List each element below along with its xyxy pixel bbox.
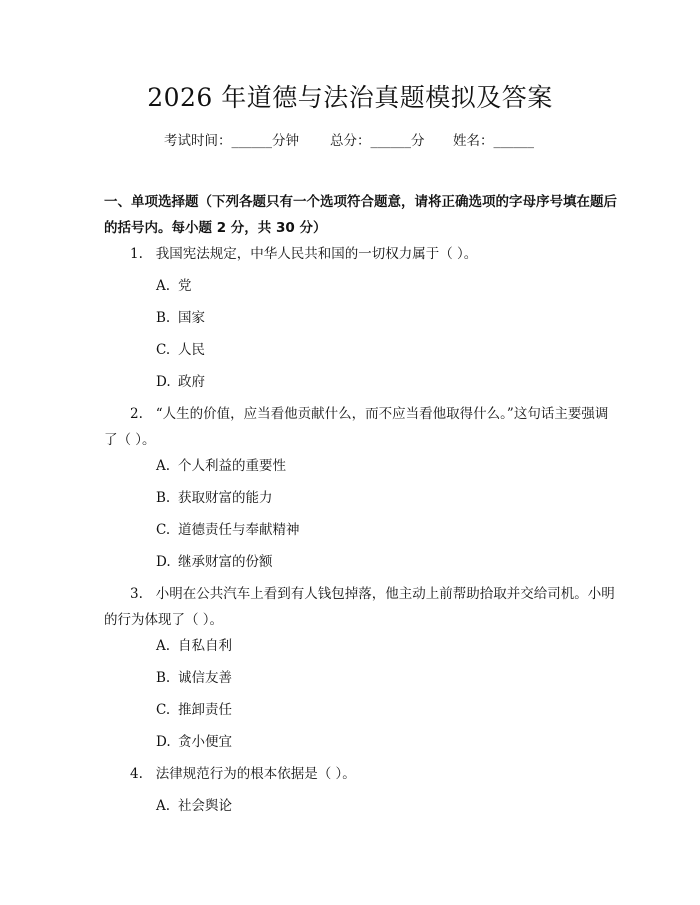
option-text: 政府 — [178, 374, 205, 390]
question-text: “人生的价值，应当看他贡献什么，而不应当看他取得什么。”这句话主要强调了（ ）。 — [104, 406, 609, 448]
option-text: 社会舆论 — [178, 798, 232, 814]
option-2c — [156, 520, 300, 540]
question-4 — [104, 761, 616, 787]
option-3c — [156, 700, 232, 720]
option-letter: A. — [156, 278, 171, 294]
question-text: 法律规范行为的根本依据是（ ）。 — [155, 766, 356, 782]
option-text: 诚信友善 — [178, 670, 232, 686]
option-text: 道德责任与奉献精神 — [178, 522, 300, 538]
question-number: 4. — [130, 766, 143, 782]
student-name-field: 姓名：______ — [453, 133, 534, 149]
option-letter: A. — [156, 798, 171, 814]
option-letter: D. — [156, 554, 171, 570]
total-score-field: 总分：______分 — [330, 133, 425, 149]
question-text: 我国宪法规定，中华人民共和国的一切权力属于（ ）。 — [155, 246, 478, 262]
option-text: 推卸责任 — [178, 702, 232, 718]
option-4a — [156, 796, 232, 816]
question-number: 2. — [130, 406, 143, 422]
option-3b — [156, 668, 232, 688]
option-letter: A. — [156, 458, 171, 474]
exam-time-field: 考试时间：______分钟 — [164, 133, 299, 149]
page-title: 2026 年道德与法治真题模拟及答案 — [147, 83, 553, 112]
option-letter: C. — [156, 702, 171, 718]
option-letter: C. — [156, 522, 171, 538]
option-2b — [156, 488, 273, 508]
option-letter: B. — [156, 310, 171, 326]
option-3a — [156, 636, 232, 656]
question-text: 小明在公共汽车上看到有人钱包掉落，他主动上前帮助拾取并交给司机。小明的行为体现了（ ）。 — [104, 586, 615, 628]
option-text: 贪小便宜 — [178, 734, 232, 750]
option-text: 获取财富的能力 — [178, 490, 273, 506]
section-heading: 一、单项选择题（下列各题只有一个选项符合题意，请将正确选项的字母序号填在题后的括号内。每小题 2 分，共 30 分） — [104, 194, 617, 236]
option-letter: A. — [156, 638, 171, 654]
question-number: 1. — [130, 246, 143, 262]
option-text: 党 — [178, 278, 192, 294]
option-1d — [156, 372, 205, 392]
option-3d — [156, 732, 232, 752]
option-text: 继承财富的份额 — [178, 554, 273, 570]
option-1b — [156, 308, 205, 328]
option-2d — [156, 552, 273, 572]
option-2a — [156, 456, 286, 476]
option-text: 国家 — [178, 310, 205, 326]
question-1 — [104, 241, 616, 267]
question-3 — [104, 581, 616, 633]
option-1a — [156, 276, 192, 296]
option-letter: D. — [156, 374, 171, 390]
option-text: 个人利益的重要性 — [178, 458, 286, 474]
option-letter: B. — [156, 670, 171, 686]
option-text: 自私自利 — [178, 638, 232, 654]
option-letter: C. — [156, 342, 171, 358]
option-text: 人民 — [178, 342, 205, 358]
option-1c — [156, 340, 205, 360]
option-letter: D. — [156, 734, 171, 750]
option-letter: B. — [156, 490, 171, 506]
question-2 — [104, 401, 616, 453]
question-number: 3. — [130, 586, 143, 602]
